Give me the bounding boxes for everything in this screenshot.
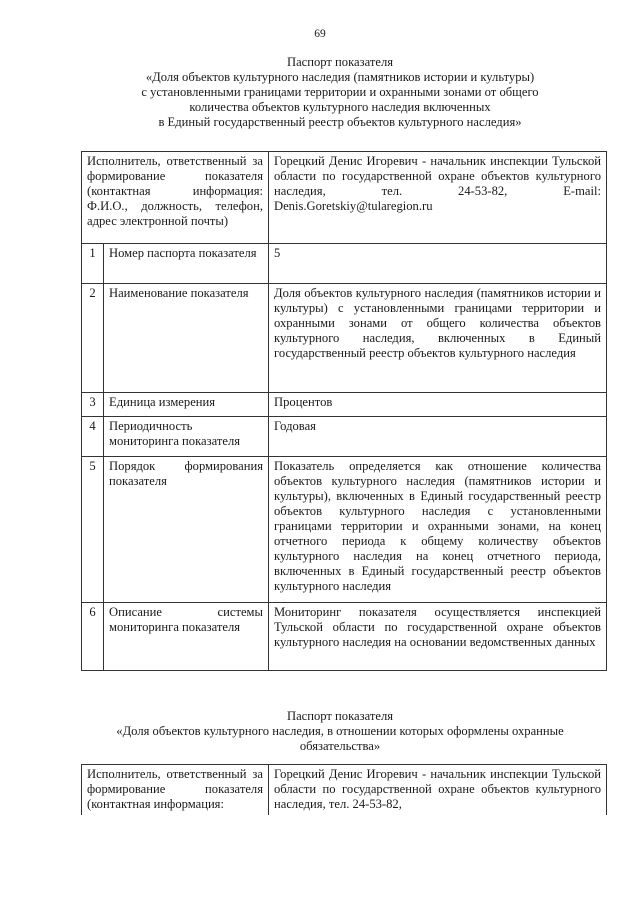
passport-2-table — [81, 764, 607, 815]
row-value: Показатель определяется как отношение количества объектов культурного наследия (памятников истории и культуры), включенных в Единый государственный реестр объектов культурного наследия с установленными границами территории и охранными зонами, на конец отчетного периода к общему количеству объектов культурного наследия на конец отчетного периода, включенных в Единый государственный реестр объектов культурного наследия — [269, 457, 607, 603]
passport-1-title — [70, 55, 610, 130]
executor-row — [82, 152, 607, 244]
row-number: 3 — [82, 393, 104, 417]
title-line: с установленными границами территории и охранными зонами от общего — [141, 85, 539, 99]
passport-1-table — [81, 151, 607, 671]
executor-label: Исполнитель, ответственный за формирование показателя (контактная информация: Ф.И.О., должность, телефон, адрес электронной почты) — [82, 152, 269, 244]
table-row — [82, 244, 607, 284]
executor-value: Горецкий Денис Игоревич - начальник инспекции Тульской области по государственной охране объектов культурного наследия, тел. 24-53-82, E-mail: Denis.Goretskiy@tularegion.ru — [269, 152, 607, 244]
table-row — [82, 457, 607, 603]
title-line: в Единый государственный реестр объектов культурного наследия» — [158, 115, 522, 129]
row-number: 2 — [82, 284, 104, 393]
row-label: Описание системы мониторинга показателя — [104, 603, 269, 671]
title-line: «Доля объектов культурного наследия, в отношении которых оформлены охранные — [116, 724, 564, 738]
row-value: 5 — [269, 244, 607, 284]
table-row — [82, 393, 607, 417]
title-line: «Доля объектов культурного наследия (памятников истории и культуры) — [145, 70, 535, 84]
row-label: Наименование показателя — [104, 284, 269, 393]
row-number: 6 — [82, 603, 104, 671]
table-row — [82, 417, 607, 457]
row-number: 1 — [82, 244, 104, 284]
page-number: 69 — [314, 28, 326, 40]
row-value: Годовая — [269, 417, 607, 457]
title-line: количества объектов культурного наследия включенных — [189, 100, 491, 114]
row-number: 4 — [82, 417, 104, 457]
row-label: Номер паспорта показателя — [104, 244, 269, 284]
executor-value: Горецкий Денис Игоревич - начальник инспекции Тульской области по государственной охране объектов культурного наследия, тел. 24-53-82, — [269, 765, 607, 816]
row-label: Единица измерения — [104, 393, 269, 417]
title-line: Паспорт показателя — [286, 709, 394, 723]
table-row — [82, 603, 607, 671]
row-number: 5 — [82, 457, 104, 603]
executor-label: Исполнитель, ответственный за формирование показателя (контактная информация: — [82, 765, 269, 816]
row-value: Процентов — [269, 393, 607, 417]
title-line: Паспорт показателя — [286, 55, 394, 69]
executor-row — [82, 765, 607, 816]
passport-2-title — [70, 709, 610, 754]
table-row — [82, 284, 607, 393]
row-label: Порядок формирования показателя — [104, 457, 269, 603]
row-value: Мониторинг показателя осуществляется инспекцией Тульской области по государственной охране объектов культурного наследия на основании ведомственных данных — [269, 603, 607, 671]
row-label: Периодичность мониторинга показателя — [104, 417, 269, 457]
title-line: обязательства» — [299, 739, 381, 753]
row-value: Доля объектов культурного наследия (памятников истории и культуры) с установленными границами территории и охранными зонами от общего количества объектов культурного наследия, включенных в Единый государственный реестр объектов культурного наследия — [269, 284, 607, 393]
